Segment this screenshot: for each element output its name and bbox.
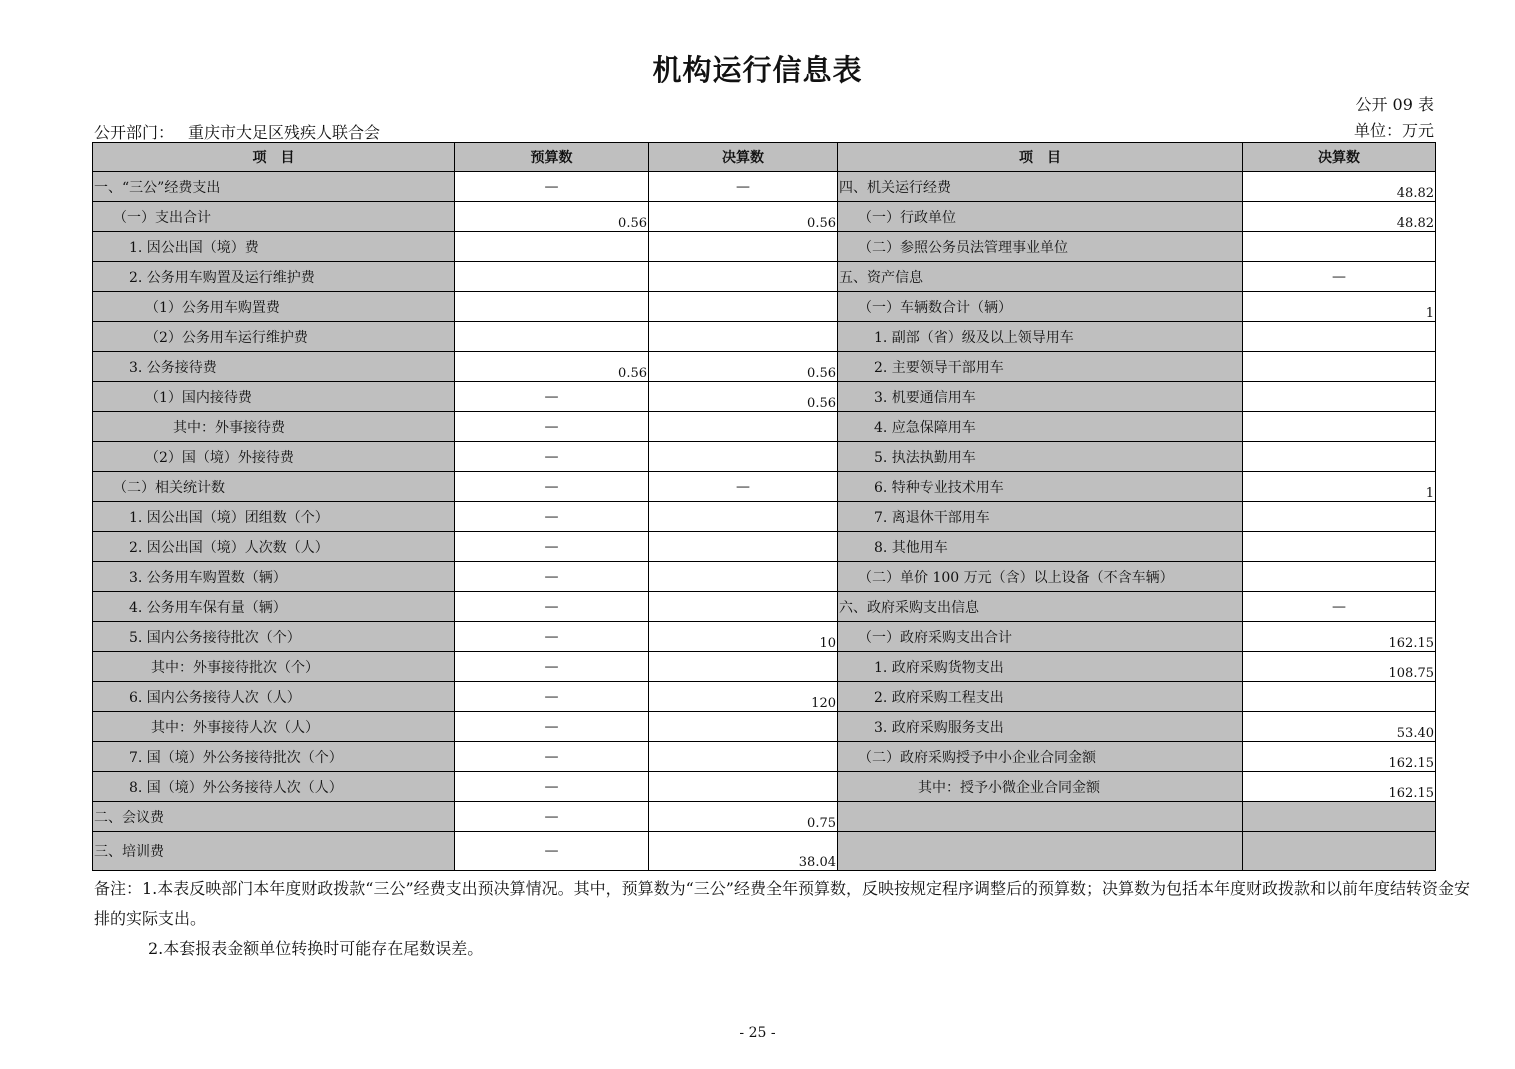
left-final-value: 0.75 [649, 802, 838, 832]
left-budget-value: — [455, 592, 649, 622]
left-item-label: 4. 公务用车保有量（辆） [93, 592, 455, 622]
right-item-label: （二）政府采购授予中小企业合同金额 [838, 742, 1243, 772]
table-row [93, 592, 1436, 622]
page-title: 机构运行信息表 [652, 53, 863, 87]
left-item-label: （1）公务用车购置费 [93, 292, 455, 322]
left-item-label: 三、培训费 [93, 832, 455, 871]
right-final-value [1243, 802, 1436, 832]
table-row [93, 202, 1436, 232]
left-budget-value: — [455, 652, 649, 682]
left-final-value [649, 412, 838, 442]
right-final-value [1243, 412, 1436, 442]
left-budget-value: — [455, 712, 649, 742]
right-item-label: 五、资产信息 [838, 262, 1243, 292]
table-row [93, 322, 1436, 352]
table-row [93, 232, 1436, 262]
note-2: 2.本套报表金额单位转换时可能存在尾数误差。 [148, 939, 484, 958]
table-row [93, 802, 1436, 832]
table-header-row [93, 143, 1436, 172]
right-final-value [1243, 382, 1436, 412]
left-item-label: 1. 因公出国（境）费 [93, 232, 455, 262]
right-final-value [1243, 682, 1436, 712]
left-final-value [649, 772, 838, 802]
left-budget-value: — [455, 682, 649, 712]
right-item-label: 1. 政府采购货物支出 [838, 652, 1243, 682]
left-final-value [649, 532, 838, 562]
left-item-label: 3. 公务接待费 [93, 352, 455, 382]
right-item-label: （一）行政单位 [838, 202, 1243, 232]
right-item-label: （一）政府采购支出合计 [838, 622, 1243, 652]
left-budget-value: — [455, 382, 649, 412]
right-final-value: 53.40 [1243, 712, 1436, 742]
header-right-item: 项 目 [838, 143, 1243, 172]
left-item-label: 2. 因公出国（境）人次数（人） [93, 532, 455, 562]
left-final-value [649, 442, 838, 472]
left-item-label: 二、会议费 [93, 802, 455, 832]
right-item-label: 5. 执法执勤用车 [838, 442, 1243, 472]
header-left-item: 项 目 [93, 143, 455, 172]
left-item-label: （一）支出合计 [93, 202, 455, 232]
left-final-value [649, 262, 838, 292]
left-budget-value: 0.56 [455, 202, 649, 232]
left-budget-value [455, 322, 649, 352]
header-left-budget: 预算数 [455, 143, 649, 172]
left-item-label: （2）国（境）外接待费 [93, 442, 455, 472]
left-final-value [649, 502, 838, 532]
info-table [92, 142, 1436, 871]
left-item-label: 6. 国内公务接待人次（人） [93, 682, 455, 712]
left-final-value: — [649, 472, 838, 502]
left-final-value: — [649, 172, 838, 202]
table-row [93, 502, 1436, 532]
left-final-value [649, 592, 838, 622]
left-item-label: 其中：外事接待费 [93, 412, 455, 442]
right-final-value [1243, 532, 1436, 562]
left-final-value: 0.56 [649, 352, 838, 382]
right-item-label: 3. 政府采购服务支出 [838, 712, 1243, 742]
table-row [93, 562, 1436, 592]
left-final-value [649, 742, 838, 772]
left-final-value: 0.56 [649, 202, 838, 232]
department-label: 公开部门： [94, 123, 175, 142]
right-final-value [1243, 562, 1436, 592]
table-row [93, 412, 1436, 442]
left-item-label: 其中：外事接待批次（个） [93, 652, 455, 682]
left-budget-value: — [455, 502, 649, 532]
left-final-value [649, 712, 838, 742]
right-item-label: 3. 机要通信用车 [838, 382, 1243, 412]
department-value: 重庆市大足区残疾人联合会 [188, 123, 381, 142]
right-item-label [838, 802, 1243, 832]
table-row [93, 172, 1436, 202]
table-row [93, 832, 1436, 871]
table-row [93, 532, 1436, 562]
table-row [93, 442, 1436, 472]
right-item-label: 六、政府采购支出信息 [838, 592, 1243, 622]
notes [94, 874, 1474, 964]
right-final-value: 48.82 [1243, 202, 1436, 232]
table-row [93, 742, 1436, 772]
header-left-final: 决算数 [649, 143, 838, 172]
left-budget-value [455, 292, 649, 322]
table-row [93, 352, 1436, 382]
left-final-value: 120 [649, 682, 838, 712]
left-budget-value: — [455, 742, 649, 772]
table-row [93, 772, 1436, 802]
left-budget-value [455, 262, 649, 292]
right-final-value [1243, 232, 1436, 262]
left-final-value: 38.04 [649, 832, 838, 871]
left-budget-value: — [455, 832, 649, 871]
left-item-label: 一、“三公”经费支出 [93, 172, 455, 202]
left-final-value: 10 [649, 622, 838, 652]
form-number: 公开 09 表 [1355, 95, 1434, 114]
left-item-label: 3. 公务用车购置数（辆） [93, 562, 455, 592]
table-row [93, 682, 1436, 712]
right-item-label: 7. 离退休干部用车 [838, 502, 1243, 532]
right-item-label: （二）单价 100 万元（含）以上设备（不含车辆） [838, 562, 1243, 592]
table-row [93, 712, 1436, 742]
right-final-value [1243, 322, 1436, 352]
left-item-label: 其中：外事接待人次（人） [93, 712, 455, 742]
right-final-value: 162.15 [1243, 772, 1436, 802]
header-right-final: 决算数 [1243, 143, 1436, 172]
left-item-label: （二）相关统计数 [93, 472, 455, 502]
left-final-value [649, 562, 838, 592]
left-budget-value: — [455, 622, 649, 652]
right-final-value: 1 [1243, 472, 1436, 502]
left-item-label: （2）公务用车运行维护费 [93, 322, 455, 352]
left-final-value [649, 322, 838, 352]
right-item-label: 6. 特种专业技术用车 [838, 472, 1243, 502]
left-budget-value: — [455, 442, 649, 472]
left-budget-value: — [455, 562, 649, 592]
department-line [94, 120, 380, 143]
right-final-value: 162.15 [1243, 622, 1436, 652]
right-final-value: 48.82 [1243, 172, 1436, 202]
right-final-value [1243, 832, 1436, 871]
right-item-label: 1. 副部（省）级及以上领导用车 [838, 322, 1243, 352]
left-budget-value: — [455, 532, 649, 562]
left-budget-value: — [455, 472, 649, 502]
page-number: - 25 - [739, 1025, 776, 1041]
table-row [93, 472, 1436, 502]
table-row [93, 382, 1436, 412]
table-row [93, 292, 1436, 322]
right-item-label: （二）参照公务员法管理事业单位 [838, 232, 1243, 262]
unit-label: 单位：万元 [1353, 121, 1434, 140]
left-item-label: （1）国内接待费 [93, 382, 455, 412]
right-item-label: 2. 主要领导干部用车 [838, 352, 1243, 382]
right-final-value: 1 [1243, 292, 1436, 322]
left-item-label: 8. 国（境）外公务接待人次（人） [93, 772, 455, 802]
left-budget-value: 0.56 [455, 352, 649, 382]
right-item-label [838, 832, 1243, 871]
right-item-label: 8. 其他用车 [838, 532, 1243, 562]
right-final-value: — [1243, 262, 1436, 292]
right-final-value: 108.75 [1243, 652, 1436, 682]
left-final-value [649, 652, 838, 682]
left-budget-value: — [455, 172, 649, 202]
table-body [93, 172, 1436, 871]
note-1: 备注：1.本表反映部门本年度财政拨款“三公”经费支出预决算情况。其中，预算数为“三公”经费全年预算数，反映按规定程序调整后的预算数；决算数为包括本年度财政拨款和以前年度结转资金安排的实际支出。 [94, 879, 1470, 928]
right-final-value: — [1243, 592, 1436, 622]
table-row [93, 262, 1436, 292]
left-item-label: 5. 国内公务接待批次（个） [93, 622, 455, 652]
left-final-value [649, 232, 838, 262]
left-item-label: 2. 公务用车购置及运行维护费 [93, 262, 455, 292]
right-final-value [1243, 352, 1436, 382]
left-budget-value: — [455, 412, 649, 442]
left-budget-value: — [455, 772, 649, 802]
right-item-label: 4. 应急保障用车 [838, 412, 1243, 442]
right-item-label: 其中：授予小微企业合同金额 [838, 772, 1243, 802]
right-item-label: （一）车辆数合计（辆） [838, 292, 1243, 322]
left-budget-value [455, 232, 649, 262]
right-item-label: 四、机关运行经费 [838, 172, 1243, 202]
left-budget-value: — [455, 802, 649, 832]
table-row [93, 622, 1436, 652]
left-final-value: 0.56 [649, 382, 838, 412]
right-final-value: 162.15 [1243, 742, 1436, 772]
table-row [93, 652, 1436, 682]
left-item-label: 7. 国（境）外公务接待批次（个） [93, 742, 455, 772]
left-final-value [649, 292, 838, 322]
right-item-label: 2. 政府采购工程支出 [838, 682, 1243, 712]
right-final-value [1243, 502, 1436, 532]
left-item-label: 1. 因公出国（境）团组数（个） [93, 502, 455, 532]
right-final-value [1243, 442, 1436, 472]
